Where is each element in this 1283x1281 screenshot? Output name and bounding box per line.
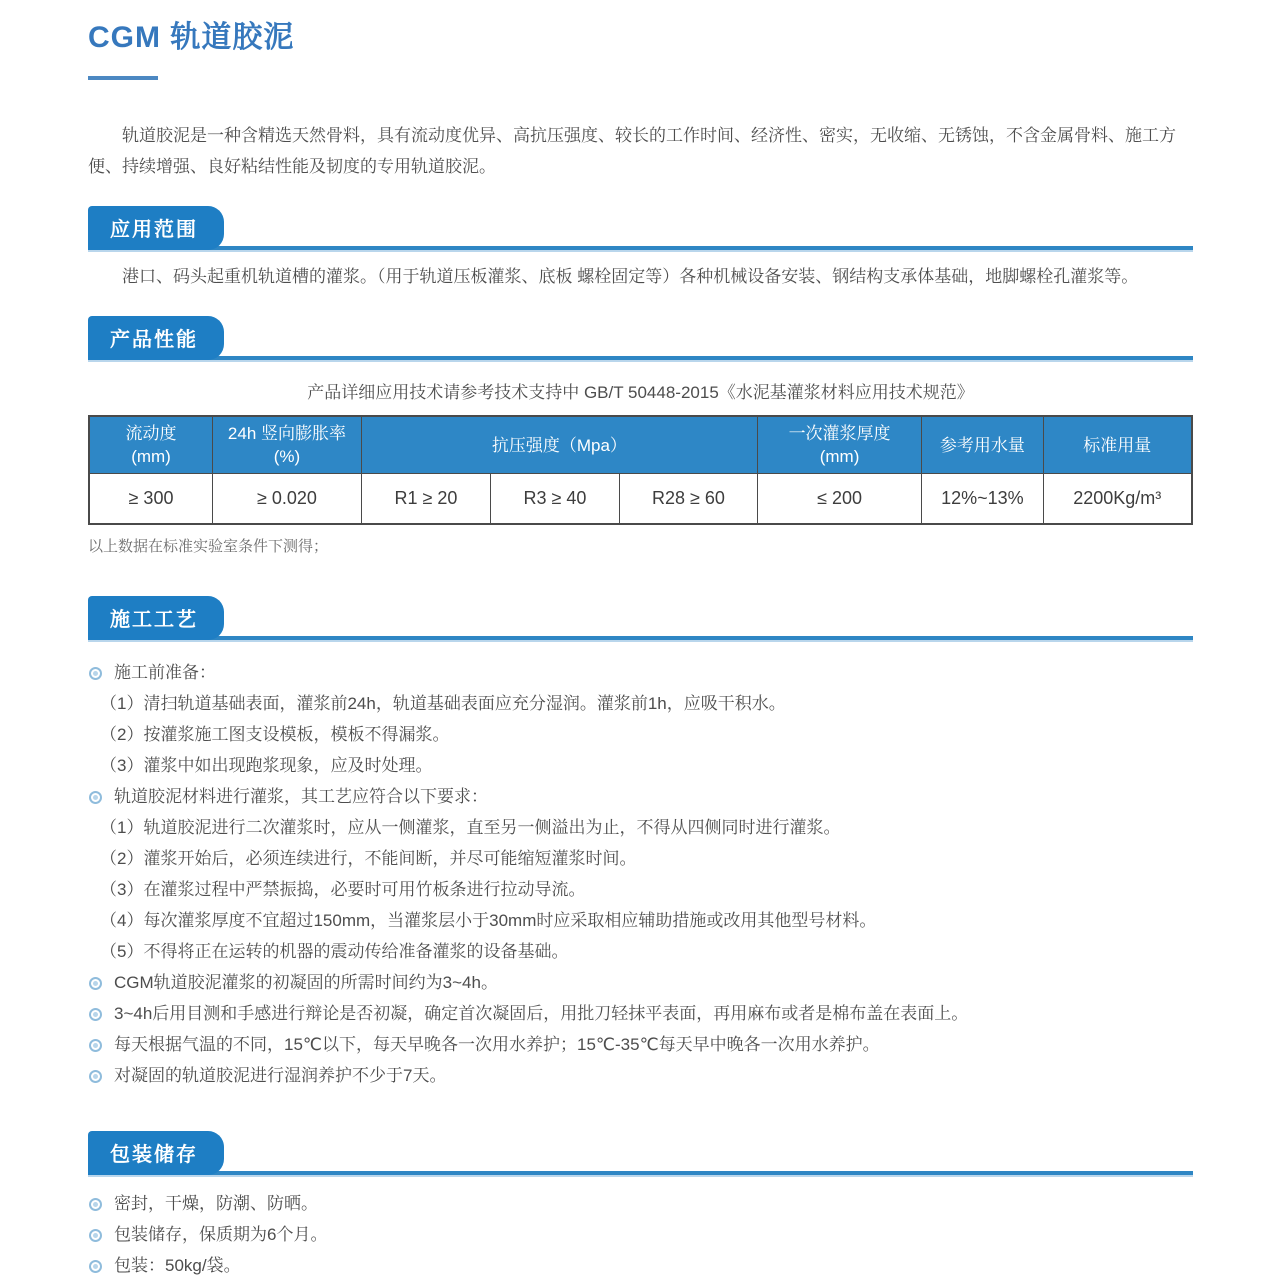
intro-paragraph: 轨道胶泥是一种含精选天然骨料，具有流动度优异、高抗压强度、较长的工作时间、经济性、密实，无收缩、无锈蚀，不含金属骨料、施工方便、持续增强、良好粘结性能及韧度的专用轨道胶泥。 [88, 126, 1176, 176]
construction-item-text: 3~4h后用目测和手感进行辩论是否初凝，确定首次凝固后，用批刀轻抹平表面，再用麻布或者是棉布盖在表面上。 [114, 1004, 969, 1023]
section-head-construction [88, 600, 1193, 640]
title-underline [88, 76, 158, 80]
cell-flow: ≥ 300 [89, 474, 213, 525]
page-title: CGM 轨道胶泥 [88, 21, 295, 54]
construction-item-text: （1）轨道胶泥进行二次灌浆时，应从一侧灌浆，直至另一侧溢出为止，不得从四侧同时进行灌浆。 [100, 818, 841, 837]
construction-list [88, 658, 1193, 1091]
bullet-ring-icon [89, 1070, 102, 1083]
col-header-strength [361, 416, 757, 474]
col-label: 24h 竖向膨胀率 [227, 424, 347, 443]
construction-item [88, 720, 1193, 750]
table-footnote: 以上数据在标准实验室条件下测得； [88, 538, 329, 555]
construction-item-text: 施工前准备： [114, 663, 216, 682]
section-rule [88, 1171, 1193, 1175]
cell-thickness: ≤ 200 [757, 474, 921, 525]
packaging-item-text: 包装储存，保质期为6个月。 [114, 1225, 328, 1244]
bullet-ring-icon [89, 791, 102, 804]
section-tab-performance: 产品性能 [88, 316, 224, 360]
table-header-row [89, 416, 1192, 474]
packaging-item [88, 1251, 1193, 1281]
section-head-packaging [88, 1135, 1193, 1175]
construction-item [88, 658, 1193, 688]
construction-item [88, 968, 1193, 998]
bullet-ring-icon [89, 1229, 102, 1242]
construction-item [88, 875, 1193, 905]
performance-table [88, 415, 1193, 525]
bullet-ring-icon [89, 977, 102, 990]
construction-item-text: CGM轨道胶泥灌浆的初凝固的所需时间约为3~4h。 [114, 973, 498, 992]
section-rule [88, 356, 1193, 360]
bullet-ring-icon [89, 667, 102, 680]
cell-strength-r1: R1 ≥ 20 [361, 474, 490, 525]
construction-item [88, 813, 1193, 843]
construction-item [88, 844, 1193, 874]
bullet-ring-icon [89, 1260, 102, 1273]
col-label: 抗压强度（Mpa） [491, 435, 627, 455]
col-label: 流动度 [125, 424, 177, 443]
bullet-ring-icon [89, 1198, 102, 1211]
section-rule [88, 246, 1193, 250]
construction-item-text: 轨道胶泥材料进行灌浆，其工艺应符合以下要求： [114, 787, 488, 806]
construction-item-text: （2）按灌浆施工图支设模板，模板不得漏浆。 [100, 725, 450, 744]
construction-item [88, 751, 1193, 781]
col-label: 一次灌浆厚度 [788, 424, 891, 443]
col-header-dosage [1043, 416, 1192, 474]
section-head-performance [88, 320, 1193, 360]
packaging-item [88, 1189, 1193, 1219]
section-tab-construction: 施工工艺 [88, 596, 224, 640]
section-tab-application: 应用范围 [88, 206, 224, 250]
construction-item-text: （3）在灌浆过程中严禁振捣，必要时可用竹板条进行拉动导流。 [100, 880, 586, 899]
construction-item [88, 782, 1193, 812]
construction-item [88, 906, 1193, 936]
col-header-flow [89, 416, 213, 474]
col-header-water [922, 416, 1043, 474]
section-tab-packaging: 包装储存 [88, 1131, 224, 1175]
construction-item [88, 689, 1193, 719]
col-header-thickness [757, 416, 921, 474]
col-unit: (%) [273, 447, 301, 466]
construction-item-text: 每天根据气温的不同，15℃以下，每天早晚各一次用水养护；15℃-35℃每天早中晚各一次用水养护。 [114, 1035, 880, 1054]
cell-dosage: 2200Kg/m³ [1043, 474, 1192, 525]
packaging-item [88, 1220, 1193, 1250]
section-rule [88, 636, 1193, 640]
packaging-item-text: 包装：50kg/袋。 [114, 1256, 241, 1275]
cell-strength-r28: R28 ≥ 60 [620, 474, 758, 525]
col-label: 参考用水量 [939, 435, 1025, 455]
col-unit: (mm) [131, 447, 171, 466]
application-body: 港口、码头起重机轨道槽的灌浆。（用于轨道压板灌浆、底板 螺栓固定等）各种机械设备安装、钢结构支承体基础，地脚螺栓孔灌浆等。 [122, 267, 1139, 286]
col-label: 标准用量 [1083, 435, 1152, 455]
construction-item-text: （3）灌浆中如出现跑浆现象，应及时处理。 [100, 756, 433, 775]
construction-item [88, 1030, 1193, 1060]
bullet-ring-icon [89, 1008, 102, 1021]
packaging-item-text: 密封，干燥，防潮、防晒。 [114, 1194, 318, 1213]
bullet-ring-icon [89, 1039, 102, 1052]
packaging-list [88, 1189, 1193, 1281]
construction-item [88, 937, 1193, 967]
construction-item-text: （2）灌浆开始后，必须连续进行，不能间断，并尽可能缩短灌浆时间。 [100, 849, 637, 868]
col-unit: (mm) [819, 447, 860, 466]
cell-strength-r3: R3 ≥ 40 [490, 474, 619, 525]
section-head-application [88, 210, 1193, 250]
standard-reference-note: 产品详细应用技术请参考技术支持中 GB/T 50448-2015《水泥基灌浆材料应用技术规范》 [307, 383, 974, 402]
construction-item-text: 对凝固的轨道胶泥进行湿润养护不少于7天。 [114, 1066, 447, 1085]
construction-item-text: （1）清扫轨道基础表面，灌浆前24h，轨道基础表面应充分湿润。灌浆前1h，应吸干积水。 [100, 694, 786, 713]
construction-item-text: （4）每次灌浆厚度不宜超过150mm，当灌浆层小于30mm时应采取相应辅助措施或改用其他型号材料。 [100, 911, 877, 930]
construction-item-text: （5）不得将正在运转的机器的震动传给准备灌浆的设备基础。 [100, 942, 569, 961]
construction-item [88, 999, 1193, 1029]
table-data-row [89, 474, 1192, 525]
cell-water: 12%~13% [922, 474, 1043, 525]
col-header-expansion [213, 416, 362, 474]
cell-expansion: ≥ 0.020 [213, 474, 362, 525]
construction-item [88, 1061, 1193, 1091]
